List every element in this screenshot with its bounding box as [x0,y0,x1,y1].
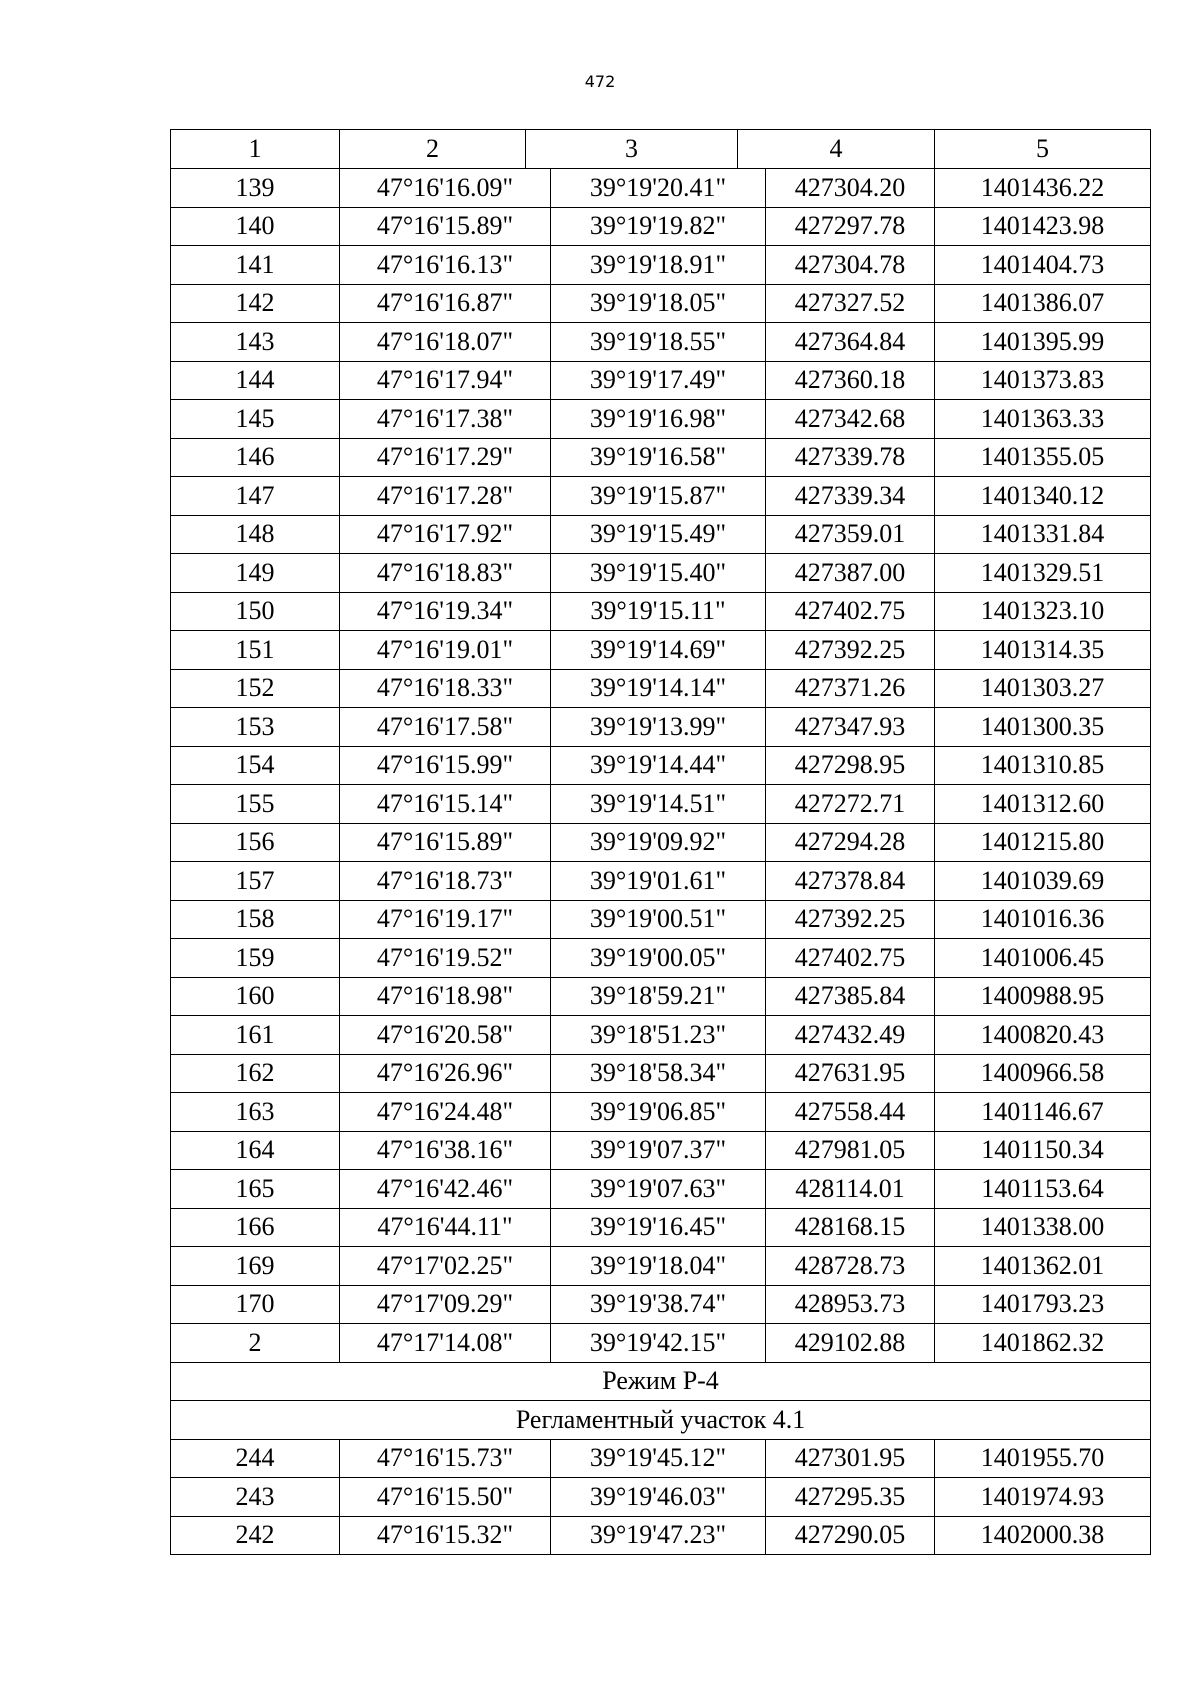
table-cell-col1: 145 [171,400,340,439]
table-cell-col1: 243 [171,1478,340,1517]
table-cell-col2: 47°16'18.83" [340,554,551,593]
table-cell-col3: 39°19'07.37" [551,1131,766,1170]
table-cell-col1: 143 [171,323,340,362]
table-cell-col5: 1401329.51 [935,554,1151,593]
table-cell-col4: 427347.93 [766,708,935,747]
table-cell-col2: 47°16'19.17" [340,900,551,939]
table-cell-col2: 47°16'19.52" [340,939,551,978]
table-cell-col4: 427327.52 [766,284,935,323]
table-cell-col3: 39°19'38.74" [551,1285,766,1324]
table-cell-col4: 427402.75 [766,939,935,978]
table-cell-col4: 427360.18 [766,361,935,400]
table-cell-col1: 142 [171,284,340,323]
table-cell-col4: 427298.95 [766,746,935,785]
table-cell-col5: 1401373.83 [935,361,1151,400]
table-cell-col3: 39°19'16.45" [551,1208,766,1247]
table-row [171,1478,1151,1517]
table-cell-col1: 158 [171,900,340,939]
table-cell-col5: 1401340.12 [935,477,1151,516]
table-cell-col5: 1401310.85 [935,746,1151,785]
table-cell-col2: 47°16'17.28" [340,477,551,516]
table-cell-col1: 150 [171,592,340,631]
table-cell-col3: 39°19'01.61" [551,862,766,901]
table-cell-col4: 427301.95 [766,1439,935,1478]
table-cell-col1: 2 [171,1324,340,1363]
table-row [171,977,1151,1016]
table-cell-col1: 155 [171,785,340,824]
table-cell-col4: 428728.73 [766,1247,935,1286]
table-cell-col5: 1401404.73 [935,246,1151,285]
table-row [171,284,1151,323]
table-row [171,438,1151,477]
table-cell-col5: 1401363.33 [935,400,1151,439]
table-cell-col4: 427339.78 [766,438,935,477]
table-cell-col2: 47°16'42.46" [340,1170,551,1209]
table-cell-col2: 47°16'17.94" [340,361,551,400]
table-cell-col2: 47°16'17.29" [340,438,551,477]
table-row [171,1054,1151,1093]
table-cell-col2: 47°16'38.16" [340,1131,551,1170]
table-cell-col4: 427342.68 [766,400,935,439]
table-body-top [171,169,1151,1363]
table-row [171,708,1151,747]
table-cell-col3: 39°19'17.49" [551,361,766,400]
table-cell-col5: 1401955.70 [935,1439,1151,1478]
table-cell-col4: 427339.34 [766,477,935,516]
header-cell-2: 2 [340,130,526,168]
table-cell-col5: 1401153.64 [935,1170,1151,1209]
table-row [171,939,1151,978]
table-cell-col1: 163 [171,1093,340,1132]
table-cell-col4: 428114.01 [766,1170,935,1209]
table-row [171,1516,1151,1555]
table-cell-col4: 427558.44 [766,1093,935,1132]
table-cell-col2: 47°16'18.07" [340,323,551,362]
table-cell-col3: 39°18'59.21" [551,977,766,1016]
table-cell-col2: 47°16'15.50" [340,1478,551,1517]
table-cell-col3: 39°19'00.05" [551,939,766,978]
table-cell-col1: 159 [171,939,340,978]
table-cell-col2: 47°16'17.92" [340,515,551,554]
table-cell-col3: 39°19'06.85" [551,1093,766,1132]
table-cell-col2: 47°16'15.89" [340,207,551,246]
table-cell-col1: 160 [171,977,340,1016]
section-mode-row [171,1362,1151,1401]
table-cell-col3: 39°19'19.82" [551,207,766,246]
table-cell-col1: 165 [171,1170,340,1209]
coordinates-table [170,129,1151,1555]
table-cell-col1: 144 [171,361,340,400]
table-cell-col2: 47°16'18.98" [340,977,551,1016]
table-cell-col2: 47°16'15.73" [340,1439,551,1478]
table-cell-col4: 427631.95 [766,1054,935,1093]
table-cell-col1: 146 [171,438,340,477]
table-cell-col4: 429102.88 [766,1324,935,1363]
table-cell-col2: 47°17'02.25" [340,1247,551,1286]
table-cell-col5: 1401323.10 [935,592,1151,631]
table-cell-col2: 47°16'15.89" [340,823,551,862]
table-cell-col1: 140 [171,207,340,246]
table-cell-col4: 428953.73 [766,1285,935,1324]
table-cell-col4: 427295.35 [766,1478,935,1517]
table-row [171,900,1151,939]
table-row [171,592,1151,631]
table-cell-col2: 47°16'16.13" [340,246,551,285]
table-cell-col3: 39°19'00.51" [551,900,766,939]
table-cell-col5: 1402000.38 [935,1516,1151,1555]
table-cell-col3: 39°19'14.69" [551,631,766,670]
table-cell-col4: 427385.84 [766,977,935,1016]
table-cell-col3: 39°19'14.51" [551,785,766,824]
table-cell-col3: 39°19'15.87" [551,477,766,516]
table-cell-col1: 152 [171,669,340,708]
table-cell-col1: 139 [171,169,340,208]
table-cell-col4: 427392.25 [766,900,935,939]
table-cell-col1: 157 [171,862,340,901]
table-cell-col3: 39°19'20.41" [551,169,766,208]
table-cell-col5: 1401303.27 [935,669,1151,708]
table-cell-col1: 151 [171,631,340,670]
table-cell-col5: 1401314.35 [935,631,1151,670]
table-cell-col5: 1401016.36 [935,900,1151,939]
table-cell-col5: 1401862.32 [935,1324,1151,1363]
table-cell-col3: 39°19'46.03" [551,1478,766,1517]
table-cell-col5: 1401395.99 [935,323,1151,362]
header-cell-4: 4 [829,134,843,163]
table-cell-col5: 1401338.00 [935,1208,1151,1247]
table-row [171,823,1151,862]
table-cell-col1: 156 [171,823,340,862]
table-cell-col5: 1401300.35 [935,708,1151,747]
table-cell-col1: 166 [171,1208,340,1247]
table-cell-col5: 1401436.22 [935,169,1151,208]
table-row [171,400,1151,439]
table-cell-col1: 242 [171,1516,340,1555]
table-cell-col1: 141 [171,246,340,285]
table-cell-col5: 1401386.07 [935,284,1151,323]
table-cell-col4: 427402.75 [766,592,935,631]
table-cell-col2: 47°16'16.09" [340,169,551,208]
table-cell-col1: 147 [171,477,340,516]
table-cell-col5: 1401793.23 [935,1285,1151,1324]
table-cell-col2: 47°16'44.11" [340,1208,551,1247]
table-cell-col2: 47°16'19.34" [340,592,551,631]
table-cell-col4: 427392.25 [766,631,935,670]
table-header-row [171,130,1151,169]
table-cell-col2: 47°16'18.73" [340,862,551,901]
table-cell-col3: 39°19'18.04" [551,1247,766,1286]
table-cell-col5: 1401355.05 [935,438,1151,477]
table-cell-col5: 1401146.67 [935,1093,1151,1132]
table-cell-col5: 1401312.60 [935,785,1151,824]
table-row [171,669,1151,708]
table-row [171,1439,1151,1478]
table-cell-col1: 153 [171,708,340,747]
table-cell-col2: 47°16'15.99" [340,746,551,785]
table-row [171,554,1151,593]
table-cell-col5: 1401331.84 [935,515,1151,554]
table-cell-col4: 427272.71 [766,785,935,824]
table-row [171,785,1151,824]
table-cell-col1: 148 [171,515,340,554]
table-row [171,515,1151,554]
table-row [171,477,1151,516]
section-mode-title: Режим Р-4 [171,1362,1151,1401]
table-cell-col5: 1401974.93 [935,1478,1151,1517]
table-cell-col4: 427304.78 [766,246,935,285]
table-cell-col5: 1401423.98 [935,207,1151,246]
table-cell-col5: 1400988.95 [935,977,1151,1016]
table-cell-col1: 162 [171,1054,340,1093]
header-cell-5: 5 [935,130,1151,169]
table-cell-col3: 39°19'07.63" [551,1170,766,1209]
section-area-row [171,1401,1151,1440]
table-cell-col5: 1401039.69 [935,862,1151,901]
table-row [171,1093,1151,1132]
table-cell-col4: 427371.26 [766,669,935,708]
table-cell-col3: 39°19'45.12" [551,1439,766,1478]
table-row [171,169,1151,208]
table-row [171,323,1151,362]
table-cell-col1: 169 [171,1247,340,1286]
table-cell-col3: 39°19'13.99" [551,708,766,747]
table-cell-col5: 1401006.45 [935,939,1151,978]
table-cell-col4: 427387.00 [766,554,935,593]
table-cell-col3: 39°19'42.15" [551,1324,766,1363]
table-cell-col3: 39°19'15.11" [551,592,766,631]
table-cell-col5: 1401362.01 [935,1247,1151,1286]
table-cell-col3: 39°19'09.92" [551,823,766,862]
table-cell-col3: 39°19'16.58" [551,438,766,477]
table-cell-col3: 39°18'51.23" [551,1016,766,1055]
table-cell-col2: 47°16'18.33" [340,669,551,708]
table-cell-col2: 47°16'26.96" [340,1054,551,1093]
table-row [171,1170,1151,1209]
header-cell-1: 1 [171,130,340,169]
table-cell-col4: 427364.84 [766,323,935,362]
table-cell-col3: 39°19'18.55" [551,323,766,362]
table-cell-col1: 244 [171,1439,340,1478]
table-cell-col3: 39°19'47.23" [551,1516,766,1555]
table-cell-col3: 39°19'14.14" [551,669,766,708]
header-cell-3: 3 [526,130,738,168]
table-cell-col2: 47°16'17.58" [340,708,551,747]
table-cell-col2: 47°16'24.48" [340,1093,551,1132]
table-row [171,1131,1151,1170]
table-body-bottom [171,1439,1151,1555]
table-cell-col3: 39°19'15.49" [551,515,766,554]
table-cell-col4: 427981.05 [766,1131,935,1170]
table-cell-col1: 170 [171,1285,340,1324]
table-row [171,1247,1151,1286]
table-cell-col2: 47°16'19.01" [340,631,551,670]
table-row [171,1324,1151,1363]
table-cell-col2: 47°16'17.38" [340,400,551,439]
page-number: 472 [584,72,616,91]
table-cell-col5: 1401215.80 [935,823,1151,862]
table-cell-col2: 47°16'16.87" [340,284,551,323]
table-cell-col3: 39°19'15.40" [551,554,766,593]
header-cell-group [340,130,935,169]
table-cell-col2: 47°16'15.32" [340,1516,551,1555]
table-row [171,1208,1151,1247]
table-cell-col1: 154 [171,746,340,785]
table-cell-col1: 164 [171,1131,340,1170]
table-cell-col2: 47°17'09.29" [340,1285,551,1324]
table-row [171,246,1151,285]
table-cell-col3: 39°19'18.05" [551,284,766,323]
table-cell-col3: 39°18'58.34" [551,1054,766,1093]
table-cell-col4: 427432.49 [766,1016,935,1055]
table-cell-col4: 427304.20 [766,169,935,208]
table-cell-col2: 47°16'15.14" [340,785,551,824]
table-cell-col3: 39°19'14.44" [551,746,766,785]
table-cell-col2: 47°17'14.08" [340,1324,551,1363]
table-cell-col1: 149 [171,554,340,593]
table-cell-col5: 1400820.43 [935,1016,1151,1055]
table-cell-col4: 427378.84 [766,862,935,901]
table-cell-col1: 161 [171,1016,340,1055]
table-cell-col4: 428168.15 [766,1208,935,1247]
table-row [171,207,1151,246]
table-cell-col3: 39°19'18.91" [551,246,766,285]
table-row [171,746,1151,785]
table-cell-col4: 427297.78 [766,207,935,246]
table-cell-col3: 39°19'16.98" [551,400,766,439]
table-row [171,862,1151,901]
table-cell-col5: 1401150.34 [935,1131,1151,1170]
table-cell-col4: 427290.05 [766,1516,935,1555]
table-cell-col5: 1400966.58 [935,1054,1151,1093]
table-cell-col4: 427359.01 [766,515,935,554]
section-area-title: Регламентный участок 4.1 [171,1401,1151,1440]
table-row [171,1285,1151,1324]
table-row [171,361,1151,400]
table-section-headers [171,1362,1151,1439]
table-cell-col2: 47°16'20.58" [340,1016,551,1055]
table-row [171,1016,1151,1055]
table-cell-col4: 427294.28 [766,823,935,862]
table-row [171,631,1151,670]
